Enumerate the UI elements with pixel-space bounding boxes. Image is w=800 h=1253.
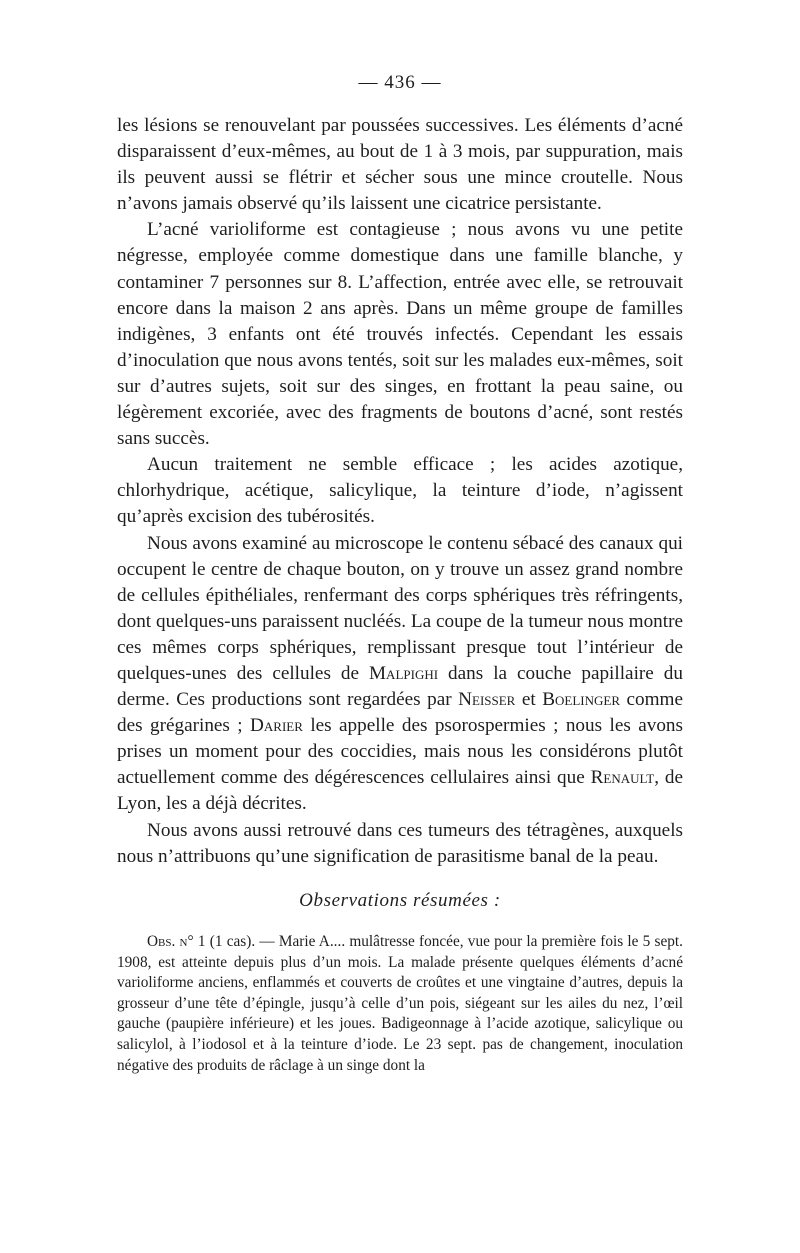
section-heading: Observations résumées : bbox=[299, 890, 501, 911]
paragraph-3: Aucun traitement ne semble efficace ; les acides azotique, chlorhydrique, acétique, salicylique, la teinture d’iode, n’agissent qu’après excision des tubérosités. bbox=[117, 454, 683, 528]
paragraph-4-text-3: et bbox=[515, 689, 543, 711]
paragraph-4-text-5: les appelle des psorospermies ; nous les avons prises un moment pour des coccidies, mais nous les considérons plutôt actuellement comme des dégérescences cellulaires ainsi que bbox=[117, 715, 683, 789]
paragraph-2: L’acné varioliforme est contagieuse ; nous avons vu une petite négresse, employée comme domestique dans une famille blanche, y contaminer 7 personnes sur 8. L’affection, entrée avec elle, se retrouvait encore dans la maison 2 ans après. Dans un même groupe de familles indigènes, 3 enfants ont été trouvés infectés. Cependant les essais d’inoculation que nous avons tentés, soit sur les malades eux-mêmes, soit sur d’autres sujets, soit sur des singes, en frottant la peau saine, ou légèrement excoriée, avec des fragments de boutons d’acné, sont restés sans succès. bbox=[117, 219, 683, 450]
paragraph-4-text-6: , de Lyon, les a déjà décrites. bbox=[117, 767, 683, 815]
paragraph-1: les lésions se renouvelant par poussées successives. Les éléments d’acné disparaissent d’eux-mêmes, au bout de 1 à 3 mois, par suppuration, mais ils peuvent aussi se flétrir et sécher sous une mince croutelle. Nous n’avons jamais observé qu’ils laissent une cicatrice persistante. bbox=[117, 115, 683, 215]
paragraph-4-text-4: comme des grégarines ; bbox=[117, 689, 683, 737]
observation-text: (1 cas). — Marie A.... mulâtresse foncée, vue pour la première fois le 5 sept. 1908, est atteinte depuis plus d’un mois. La malade présente quelques éléments d’acné varioliforme anciens, enflammés et couverts de croûtes et une vingtaine d’autres, depuis la grosseur d’une tête d’épingle, jusqu’à celle d’un pois, siégeant sur les ailes du nez, l’œil gauche (paupière inférieure) et les joues. Badigeonnage à l’acide azotique, salicylique ou salicylol, à l’iodosol et à la teinture d’iode. Le 23 sept. pas de changement, inoculation négative des produits de râclage à un singe dont la bbox=[117, 933, 684, 1074]
paragraph-4-text-1: Nous avons examiné au microscope le contenu sébacé des canaux qui occupent le centre de chaque bouton, on y trouve un assez grand nombre de cellules épithéliales, renfermant des corps sphériques très réfringents, dont quelques-uns paraissent nucléés. La coupe de la tumeur nous montre ces mêmes corps sphériques, remplissant presque tout l’intérieur de quelques-unes des cellules de bbox=[117, 532, 683, 684]
author-name-boelinger: Boelinger bbox=[542, 689, 620, 711]
page-number: — 436 — bbox=[358, 72, 442, 93]
main-text bbox=[117, 113, 683, 870]
author-name-malpighi: Malpighi bbox=[369, 662, 439, 684]
paragraph-5: Nous avons aussi retrouvé dans ces tumeurs des tétragènes, auxquels nous n’attribuons qu’une signification de parasitisme banal de la peau. bbox=[117, 819, 683, 867]
author-name-darier: Darier bbox=[250, 715, 303, 737]
author-name-neisser: Neisser bbox=[458, 689, 516, 711]
paragraph-4-text-2: dans la couche papillaire du derme. Ces productions sont regardées par bbox=[117, 662, 683, 711]
observation-1 bbox=[117, 932, 683, 1076]
author-name-renault: Renault bbox=[590, 767, 655, 789]
observation-label: Obs. n° 1 bbox=[147, 933, 206, 950]
paragraph-4 bbox=[117, 531, 683, 818]
